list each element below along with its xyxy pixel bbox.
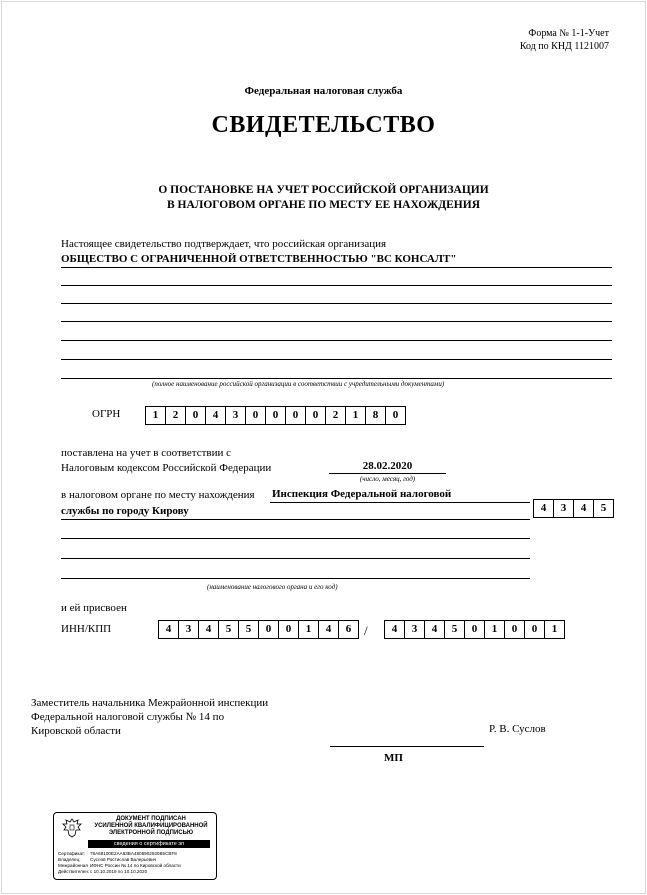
inn-digit: 4 bbox=[198, 620, 218, 639]
stamp-title-line-2: УСИЛЕННОЙ КВАЛИФИЦИРОВАННОЙ bbox=[94, 823, 208, 829]
inn-digits bbox=[158, 620, 359, 639]
ogrn-digit: 0 bbox=[305, 406, 325, 425]
stamp-row-key: Сертификат: bbox=[58, 851, 86, 856]
form-number: Форма № 1-1-Учет bbox=[528, 28, 609, 39]
form-info bbox=[520, 27, 609, 53]
kpp-digit: 3 bbox=[404, 620, 424, 639]
ogrn-digit: 0 bbox=[285, 406, 305, 425]
e-signature-stamp bbox=[53, 812, 217, 880]
name-line bbox=[61, 321, 612, 322]
signatory-position bbox=[31, 696, 268, 738]
name-line bbox=[61, 340, 612, 341]
inn-digit: 5 bbox=[238, 620, 258, 639]
ogrn-digit: 1 bbox=[345, 406, 365, 425]
signatory-line-3: Кировской области bbox=[31, 725, 121, 737]
inn-kpp-separator: / bbox=[364, 623, 368, 638]
stamp-row bbox=[58, 857, 156, 862]
kpp-digit: 4 bbox=[424, 620, 444, 639]
tax-office-code bbox=[533, 499, 614, 518]
registration-line-1: поставлена на учет в соответствии с bbox=[61, 447, 232, 459]
inn-digit: 6 bbox=[338, 620, 359, 639]
signature-line bbox=[330, 746, 484, 747]
mp-label: МП bbox=[384, 752, 403, 764]
ogrn-digit: 3 bbox=[225, 406, 245, 425]
ogrn-digit: 2 bbox=[165, 406, 185, 425]
knd-code: Код по КНД 1121007 bbox=[519, 41, 609, 52]
ogrn-digit: 1 bbox=[145, 406, 165, 425]
inn-digit: 5 bbox=[218, 620, 238, 639]
document-title: СВИДЕТЕЛЬСТВО bbox=[211, 112, 436, 138]
kpp-digits bbox=[384, 620, 565, 639]
name-line bbox=[61, 378, 612, 379]
ogrn-digit: 0 bbox=[385, 406, 406, 425]
inn-digit: 3 bbox=[178, 620, 198, 639]
stamp-row-value: Суслов Ростислав Валерьевич bbox=[90, 857, 157, 862]
inn-kpp-label: ИНН/КПП bbox=[61, 623, 112, 635]
stamp-row bbox=[58, 869, 147, 874]
tax-office-line bbox=[270, 502, 530, 503]
stamp-row-value: ИФНС России № 14 по Кировской области bbox=[90, 863, 181, 868]
stamp-row-key: Владелец: bbox=[58, 857, 81, 862]
name-line bbox=[61, 285, 612, 286]
subtitle-line-2: В НАЛОГОВОМ ОРГАНЕ ПО МЕСТУ ЕЕ НАХОЖДЕНИЯ bbox=[166, 199, 481, 211]
ogrn-digit: 0 bbox=[245, 406, 265, 425]
name-line bbox=[61, 267, 612, 268]
tax-office-caption: (наименование налогового органа и его код) bbox=[207, 583, 338, 591]
kpp-digit: 0 bbox=[464, 620, 484, 639]
name-caption: (полное наименование российской организации в соответствии с учредительными документами) bbox=[152, 380, 445, 388]
inn-digit: 4 bbox=[318, 620, 338, 639]
coat-of-arms-icon bbox=[60, 817, 84, 839]
stamp-title-line-1: ДОКУМЕНТ ПОДПИСАН bbox=[116, 816, 186, 822]
kpp-digit: 0 bbox=[524, 620, 544, 639]
ogrn-digits bbox=[145, 406, 406, 425]
inn-digit: 1 bbox=[298, 620, 318, 639]
organization-name: ОБЩЕСТВО С ОГРАНИЧЕННОЙ ОТВЕТСТВЕННОСТЬЮ "ВС КОНСАЛТ" bbox=[61, 253, 457, 265]
ogrn-digit: 0 bbox=[265, 406, 285, 425]
stamp-title bbox=[88, 816, 214, 837]
stamp-certificate-bar: сведения о сертификате эп bbox=[88, 840, 210, 848]
inn-digit: 0 bbox=[278, 620, 298, 639]
tax-office-code-digit: 5 bbox=[593, 499, 614, 518]
name-line bbox=[61, 303, 612, 304]
stamp-title-line-3: ЭЛЕКТРОННОЙ ПОДПИСЬЮ bbox=[108, 830, 194, 836]
signatory-line-1: Заместитель начальника Межрайонной инспекции bbox=[31, 697, 269, 709]
stamp-row-value: с 10.10.2019 по 10.10.2020 bbox=[90, 869, 148, 874]
ogrn-digit: 8 bbox=[365, 406, 385, 425]
tax-office-code-digit: 4 bbox=[533, 499, 553, 518]
assigned-text: и ей присвоен bbox=[61, 602, 127, 614]
ogrn-digit: 2 bbox=[325, 406, 345, 425]
name-line bbox=[61, 359, 612, 360]
stamp-row bbox=[58, 851, 177, 856]
signatory-name: Р. В. Суслов bbox=[489, 723, 546, 735]
date-caption: (число, месяц, год) bbox=[359, 475, 416, 483]
kpp-digit: 5 bbox=[444, 620, 464, 639]
tax-office-line bbox=[61, 578, 530, 579]
kpp-digit: 1 bbox=[544, 620, 565, 639]
registration-line-2: Налоговым кодексом Российской Федерации bbox=[61, 462, 272, 474]
signatory-line-2: Федеральной налоговой службы № 14 по bbox=[31, 711, 225, 723]
kpp-digit: 1 bbox=[484, 620, 504, 639]
ogrn-label: ОГРН bbox=[92, 408, 121, 420]
stamp-row-key: Действителен: bbox=[58, 869, 90, 874]
tax-office-prefix: в налоговом органе по месту нахождения bbox=[61, 489, 255, 501]
tax-office-line bbox=[61, 538, 530, 539]
date-line bbox=[329, 473, 446, 474]
ogrn-digit: 4 bbox=[205, 406, 225, 425]
ogrn-digit: 0 bbox=[185, 406, 205, 425]
inn-digit: 4 bbox=[158, 620, 178, 639]
inn-digit: 0 bbox=[258, 620, 278, 639]
kpp-digit: 4 bbox=[384, 620, 404, 639]
document-subtitle bbox=[0, 183, 647, 213]
agency-name: Федеральная налоговая служба bbox=[244, 85, 403, 97]
tax-office-name-part-2: службы по городу Кирову bbox=[61, 505, 189, 517]
stamp-row-key: Межрайонная bbox=[58, 863, 88, 868]
tax-office-name-part-1: Инспекция Федеральной налоговой bbox=[272, 488, 452, 500]
stamp-row bbox=[58, 863, 181, 868]
tax-office-code-digit: 4 bbox=[573, 499, 593, 518]
intro-text: Настоящее свидетельство подтверждает, что российская организация bbox=[61, 238, 387, 250]
tax-office-line bbox=[61, 558, 530, 559]
stamp-row-value: 78A68100E2AA93BA4808902930B5CBF8 bbox=[90, 851, 177, 856]
tax-office-line bbox=[61, 519, 530, 520]
tax-office-code-digit: 3 bbox=[553, 499, 573, 518]
registration-date: 28.02.2020 bbox=[362, 460, 413, 472]
subtitle-line-1: О ПОСТАНОВКЕ НА УЧЕТ РОССИЙСКОЙ ОРГАНИЗАЦИИ bbox=[158, 184, 489, 196]
kpp-digit: 0 bbox=[504, 620, 524, 639]
